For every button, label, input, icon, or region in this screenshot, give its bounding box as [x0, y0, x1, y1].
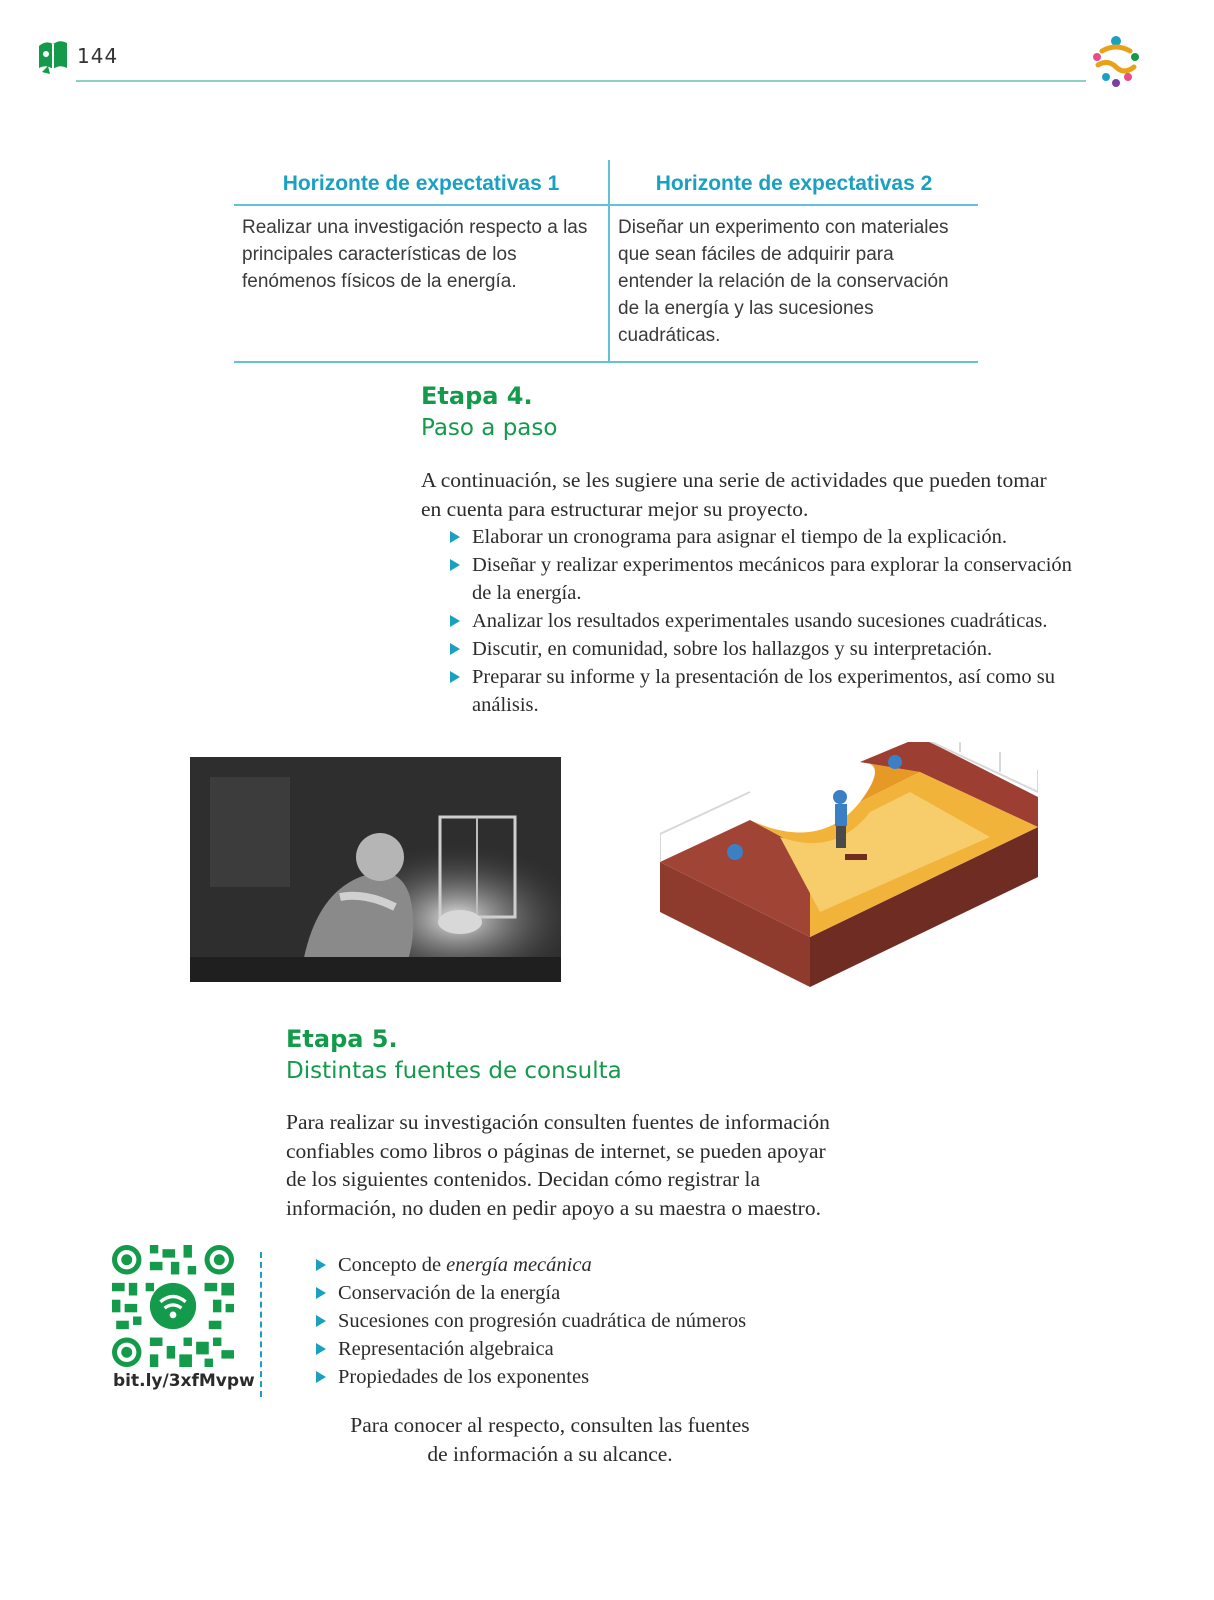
table-header: Horizonte de expectativas 1 [234, 160, 609, 205]
community-logo-icon [1088, 33, 1144, 89]
scientist-engraving-image [190, 757, 561, 982]
etapa4-list [448, 523, 1088, 719]
bullet-triangle-icon [316, 1343, 326, 1355]
etapa4-title: Etapa 4. [421, 382, 533, 410]
list-item: Diseñar y realizar experimentos mecánicos para explorar la conservación de la energía. [448, 551, 1088, 607]
etapa4-subtitle: Paso a paso [421, 415, 558, 441]
list-item: Analizar los resultados experimentales usando sucesiones cuadráticas. [448, 607, 1088, 635]
qr-code-image[interactable] [112, 1245, 234, 1367]
dashed-divider [260, 1252, 262, 1397]
list-item: Elaborar un cronograma para asignar el tiempo de la explicación. [448, 523, 1088, 551]
bullet-triangle-icon [316, 1371, 326, 1383]
list-item: Concepto de energía mecánica [314, 1251, 874, 1279]
list-item: Conservación de la energía [314, 1279, 874, 1307]
etapa5-subtitle: Distintas fuentes de consulta [286, 1058, 622, 1084]
bullet-triangle-icon [450, 559, 460, 571]
header-book-icon [36, 38, 70, 76]
list-item: Propiedades de los exponentes [314, 1363, 874, 1391]
etapa4-intro: A continuación, se les sugiere una serie de actividades que pueden tomar en cuenta para estructurar mejor su proyecto. [421, 468, 1047, 521]
list-item: Discutir, en comunidad, sobre los hallazgos y su interpretación. [448, 635, 1088, 663]
etapa5-heading [286, 1023, 622, 1087]
table-header: Horizonte de expectativas 2 [609, 160, 978, 205]
etapa5-title: Etapa 5. [286, 1025, 398, 1053]
bullet-triangle-icon [316, 1259, 326, 1271]
page-number: 144 [77, 44, 119, 68]
list-item: Representación algebraica [314, 1335, 874, 1363]
bullet-triangle-icon [450, 615, 460, 627]
bullet-triangle-icon [316, 1315, 326, 1327]
bullet-triangle-icon [450, 671, 460, 683]
bullet-triangle-icon [316, 1287, 326, 1299]
bullet-triangle-icon [450, 531, 460, 543]
list-item: Sucesiones con progresión cuadrática de números [314, 1307, 874, 1335]
expectations-table [234, 160, 978, 363]
qr-link-text[interactable]: bit.ly/3xfMvpw [113, 1371, 255, 1391]
closing-text: Para conocer al respecto, consulten las fuentes de información a su alcance. [350, 1413, 750, 1466]
header-rule [76, 80, 1086, 82]
table-cell: Realizar una investigación respecto a las principales características de los fenómenos físicos de la energía. [234, 205, 609, 362]
table-cell: Diseñar un experimento con materiales que sean fáciles de adquirir para entender la relación de la conservación de la energía y las sucesiones cuadráticas. [609, 205, 978, 362]
etapa5-intro: Para realizar su investigación consulten fuentes de información confiables como libros o páginas de internet, se pueden apoyar de los siguientes contenidos. Decidan cómo registrar la información, no duden en pedir apoyo a su maestra o maestro. [286, 1110, 830, 1220]
bullet-triangle-icon [450, 643, 460, 655]
etapa5-list [314, 1251, 874, 1391]
skate-ramp-illustration [660, 742, 1038, 992]
etapa4-heading [421, 380, 557, 444]
list-item: Preparar su informe y la presentación de los experimentos, así como su análisis. [448, 663, 1088, 719]
